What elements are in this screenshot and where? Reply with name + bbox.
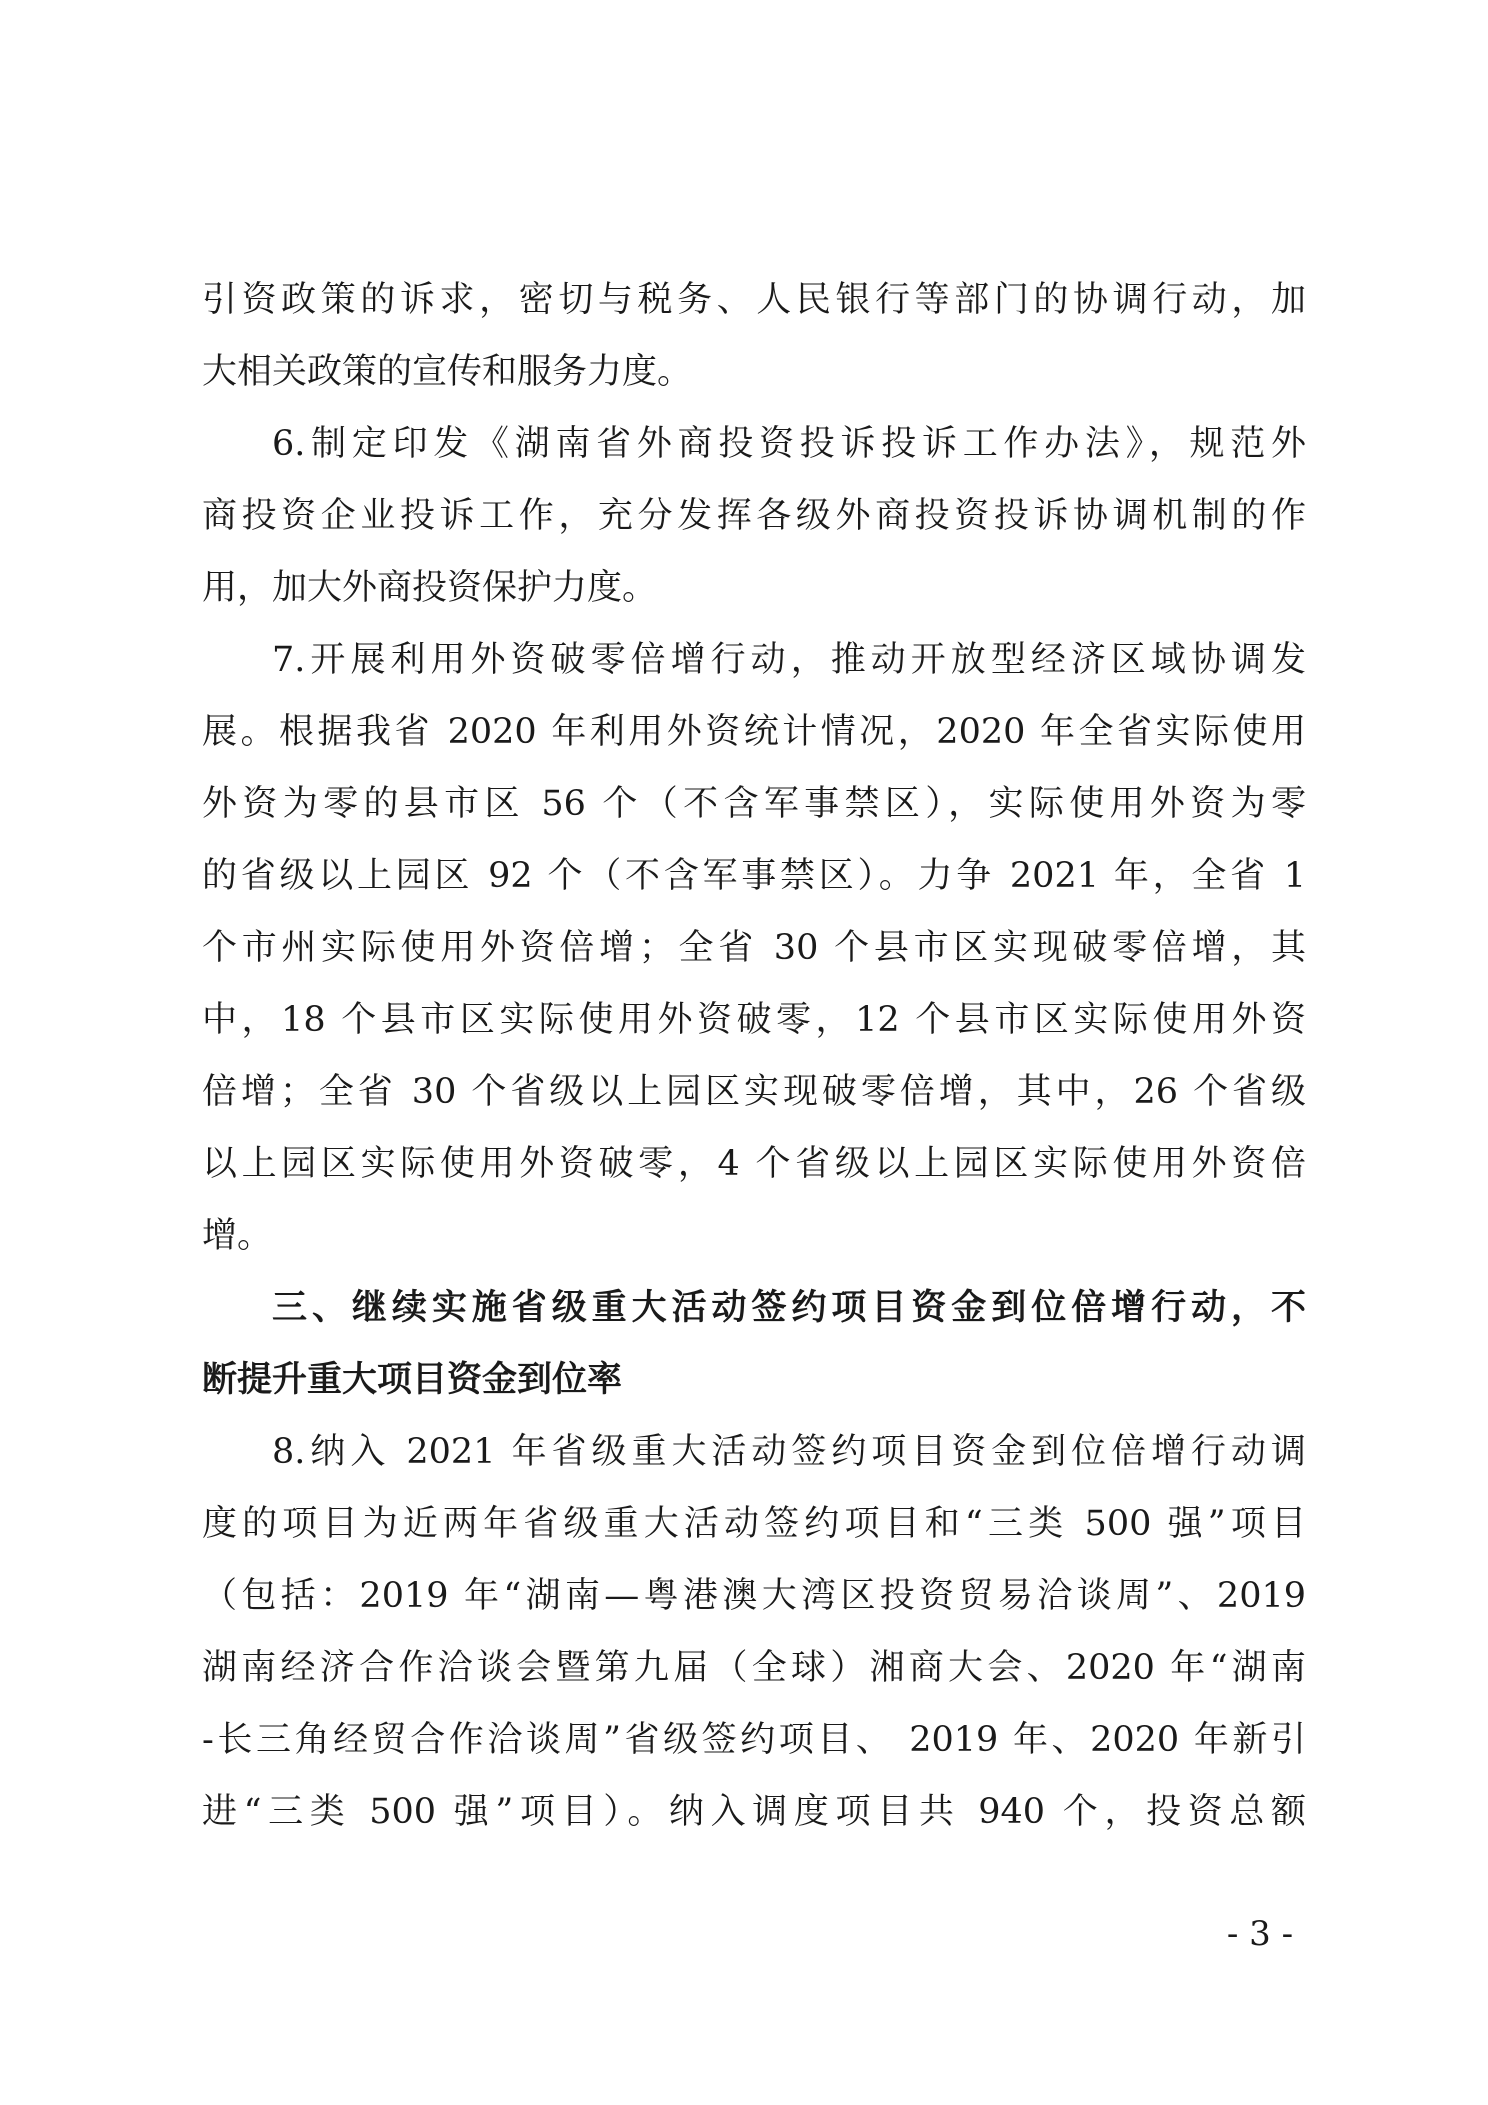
- body-text-line: 增。: [202, 1216, 273, 1256]
- body-text-line: 外资为零的县市区 56 个（不含军事禁区），实际使用外资为零: [202, 784, 1306, 824]
- body-text-line: -长三角经贸合作洽谈周”省级签约项目、 2019 年、2020 年新引: [202, 1720, 1306, 1760]
- body-text-line: 以上园区实际使用外资破零，4 个省级以上园区实际使用外资倍: [202, 1144, 1306, 1184]
- body-text-line: 的省级以上园区 92 个（不含军事禁区）。力争 2021 年，全省 1: [202, 856, 1306, 896]
- section-heading-line: 三、继续实施省级重大活动签约项目资金到位倍增行动，不: [272, 1288, 1306, 1328]
- body-text-line: 展。根据我省 2020 年利用外资统计情况，2020 年全省实际使用: [202, 712, 1306, 752]
- page-number: - 3 -: [1226, 1914, 1294, 1954]
- body-text-line: 个市州实际使用外资倍增；全省 30 个县市区实现破零倍增，其: [202, 928, 1306, 968]
- body-text-line: 8.纳入 2021 年省级重大活动签约项目资金到位倍增行动调: [272, 1432, 1306, 1472]
- body-text-line: 度的项目为近两年省级重大活动签约项目和“三类 500 强”项目: [202, 1504, 1306, 1544]
- body-text-line: 7.开展利用外资破零倍增行动，推动开放型经济区域协调发: [272, 640, 1306, 680]
- body-text-line: （包括：2019 年“湖南—粤港澳大湾区投资贸易洽谈周”、2019: [202, 1576, 1306, 1616]
- body-text-line: 商投资企业投诉工作，充分发挥各级外商投资投诉协调机制的作: [202, 496, 1306, 536]
- body-text-line: 大相关政策的宣传和服务力度。: [202, 352, 693, 392]
- body-text-line: 倍增；全省 30 个省级以上园区实现破零倍增，其中，26 个省级: [202, 1072, 1306, 1112]
- body-text-line: 用，加大外商投资保护力度。: [202, 568, 658, 608]
- body-text-line: 中，18 个县市区实际使用外资破零，12 个县市区实际使用外资: [202, 1000, 1306, 1040]
- section-heading-line: 断提升重大项目资金到位率: [202, 1360, 623, 1400]
- body-text-line: 6.制定印发《湖南省外商投资投诉投诉工作办法》，规范外: [272, 424, 1306, 464]
- body-text-line: 湖南经济合作洽谈会暨第九届（全球）湘商大会、2020 年“湖南: [202, 1648, 1306, 1688]
- body-text-line: 引资政策的诉求，密切与税务、人民银行等部门的协调行动，加: [202, 280, 1306, 320]
- body-text-line: 进“三类 500 强”项目）。纳入调度项目共 940 个，投资总额: [202, 1792, 1306, 1832]
